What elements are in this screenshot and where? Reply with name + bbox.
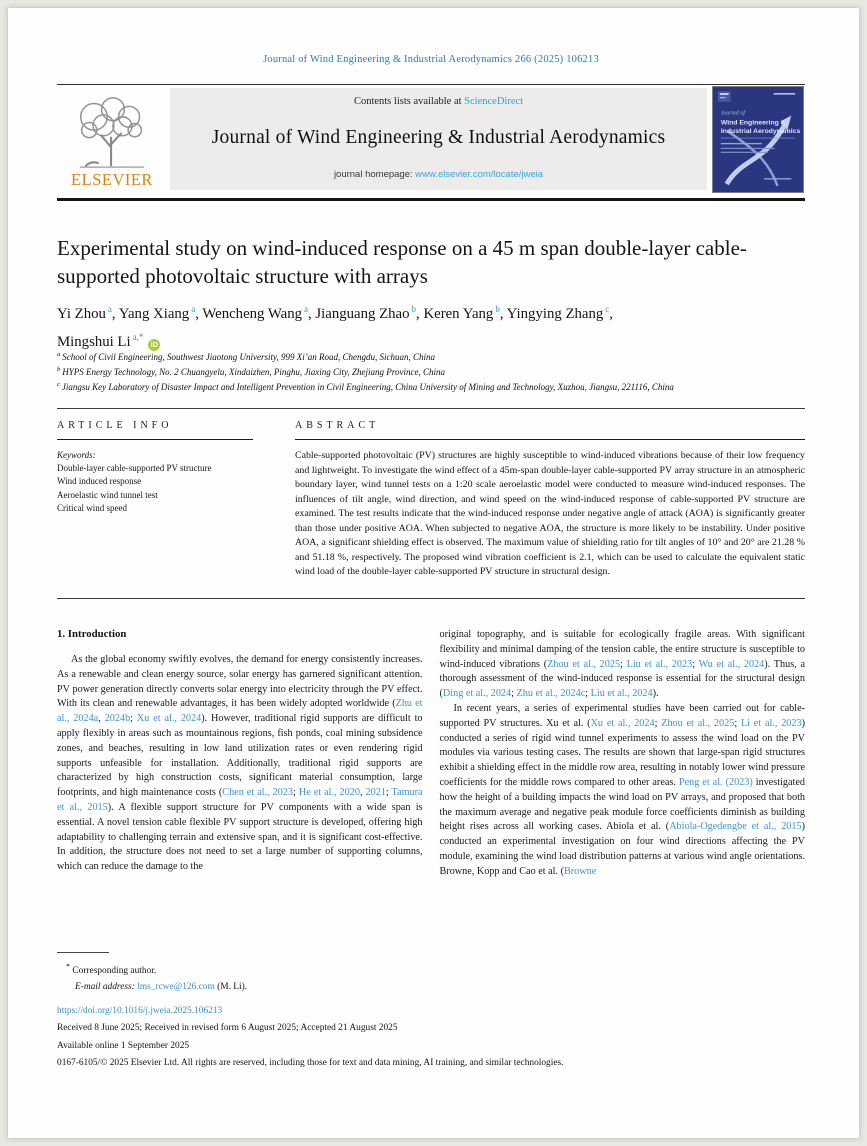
body-column-left [57,628,423,930]
journal-citation-header: Journal of Wind Engineering & Industrial Aerodynamics 266 (2025) 106213 [263,54,599,65]
abstract-heading: ABSTRACT [295,420,380,431]
keyword-item: Wind induced response [57,476,142,487]
received-dates: Received 8 June 2025; Received in revised form 6 August 2025; Accepted 21 August 2025 [57,1023,398,1034]
keywords-label: Keywords: [57,450,96,460]
contents-line [354,96,523,107]
affiliation-a-marker: a [57,351,61,358]
email-link[interactable]: lms_rcwe@126.com [137,981,215,992]
homepage-line [334,169,543,180]
abstract-column [295,420,805,580]
elsevier-logo[interactable] [57,88,167,190]
cover-line3: Industrial Aerodynamics [720,128,801,136]
email-line [57,980,805,996]
journal-cover-art [713,87,803,192]
affiliation-b-marker: b [57,365,61,373]
doi-link[interactable]: https://doi.org/10.1016/j.jweia.2025.106213 [57,1006,223,1016]
article-info-heading: ARTICLE INFO [57,420,173,431]
info-abstract-top-rule [57,408,805,409]
intro-paragraph-left: As the global economy swiftly evolves, the demand for energy consistently increases. As a renewable and clean energy source, solar energy has garnered significant attention. PV power generation directly converts solar energy into electricity through the PV effect. With its clean and renewable advantages, it has been widely adopted worldwide (Zhu et al., 2024a, 2024b; Xu et al., 2024). However, traditional rigid supports are difficult to apply flexibly in areas such as mountainous regions, fish ponds, coal mining subsidence zones, and beaches, resulting in low land utilization rates or even rendering rigid supports unfeasible for installation. Additionally, traditional rigid supports are characterized by high construction costs, significant material consumption, large footprints, and high maintenance costs (Chen et al., 2023; He et al., 2020, 2021; Tamura et al., 2015). A flexible support structure for PV components with a wide span is essential. A novel tension cable flexible PV support structure is developed, offering high adaptability to challenging terrain and extensive span, and it is significant cost-effective. In addition, the structure does not need to set a large number of supporting columns, which can reduce the damage to the [57,654,423,873]
body-column-right [440,628,806,930]
journal-cover-thumbnail[interactable] [712,86,804,193]
available-online: Available online 1 September 2025 [57,1040,190,1051]
homepage-prefix: journal homepage: [333,169,416,180]
corresponding-author-note [57,959,805,980]
affiliation-b-text: HYPS Energy Technology, No. 2 Chuangyelu, Xindaizhen, Pinghu, Jiaxing City, Zhejiang Province, China [62,366,445,377]
article-title: Experimental study on wind-induced response on a 45 m span double-layer cable-supported photovoltaic structure with arrays [57,236,747,288]
intro-paragraph-right-2: In recent years, a series of experimental studies have been carried out for cable-supported PV structures. Xu et al. (Xu et al., 2024; Zhou et al., 2025; Li et al., 2023) conducted a series of rigid wind tunnel experiments to assess the wind load on the PV modules via various testing cases. The results are shown that large-span rigid structures exhibit a shielding effect in the middle row area, resulting in notably lower wind pressure coefficients for the middle rows compared to other areas. Peng et al. (2023) investigated how the height of a building impacts the wind load on PV arrays, and proposed that both the maximum average and negative peak module force coefficients diminish as building height rises across all working cases. Abiola et al. (Abiola-Ogedengbe et al., 2015) conducted an experimental investigation on four wind directions affecting the PV module, examining the wind load distribution patterns at various wind angle orientations. Browne, Kopp and Cao et al. (Browne [439,702,805,877]
author-names: Yi Zhou $^a$, Yang Xiang $^a$, Wencheng Wang $^a$, Jianguang Zhao $^b$, Keren Yang $^b$, Yingying Zhang $^c$, Mingshui Li $^{a,*}$ [57,304,613,350]
article-body [57,628,805,930]
email-suffix: (M. Li). [214,981,248,992]
corresponding-author-text: Corresponding author. [72,966,157,977]
paper-page [8,8,859,1138]
info-abstract-section [57,420,805,580]
footnote-block [57,952,805,995]
abstract-text: Cable-supported photovoltaic (PV) structures are highly susceptible to wind-induced vibrations because of their low frequency and lightweight. To investigate the wind effect of a 45m-span double-layer cable-supported PV array structure in an atmospheric boundary layer, wind tunnel tests on a 1:20 scale aeroelastic model were conducted to measure wind-induced responses. The influences of tilt angle, wind direction, and wind speed on the wind-induced response of cable-supported PV structure are examined. The test results indicate that the wind-induced response under negative angle of attack (AOA) is significantly greater than those under positive AOA. When subjected to negative AOA, the structure is more likely to be instability. Under positive AOA, a significant shielding effect is observed. The maximum value of shielding ratio for tilt angles of 10° and 20° are 21.28 % and 51.18 %, respectively. The proposed wind vibration coefficient is 2.1, which can be used to calculate the equivalent static wind load of the double-layer cable-supported PV structure in structural design. [295,450,805,577]
publication-footer [57,1003,805,1072]
section-heading-introduction: 1. Introduction [57,628,127,640]
header-top-rule [57,84,805,85]
cover-line2: Wind Engineering & [720,119,786,127]
article-info-heading-rule [57,439,253,440]
intro-paragraph-right-1: original topography, and is suitable for ecologically fragile areas. With significant flexibility and minimal damping of the tension cable, the entire structure is susceptible to wind-induced vibrations (Zhou et al., 2025; Liu et al., 2023; Wu et al., 2024). Thus, a thorough assessment of the wind-induced response is essential for the structural design (Ding et al., 2024; Zhu et al., 2024c; Liu et al., 2024). [439,629,805,700]
orcid-icon[interactable]: iD [148,339,160,351]
journal-homepage-link[interactable]: www.elsevier.com/locate/jweia [415,169,544,180]
copyright-line: 0167-6105/© 2025 Elsevier Ltd. All rights are reserved, including those for text and data mining, AI training, and similar technologies. [57,1057,564,1068]
keyword-item: Double-layer cable-supported PV structure [57,463,212,474]
elsevier-wordmark: ELSEVIER [71,170,153,189]
masthead-bottom-rule [57,198,805,201]
sciencedirect-link[interactable]: ScienceDirect [464,96,524,107]
abstract-bottom-rule [57,598,805,599]
affiliation-a [57,349,805,364]
elsevier-tree-icon [64,95,160,169]
footnote-asterisk: * [66,962,70,971]
affiliation-c [57,379,805,394]
affiliations [57,349,805,394]
affiliation-a-text: School of Civil Engineering, Southwest Jiaotong University, 999 Xi’an Road, Chengdu, Sichuan, China [62,352,435,362]
abstract-heading-rule [295,439,805,440]
affiliation-c-marker: c [57,380,60,388]
journal-masthead [57,86,805,194]
footnote-rule [57,952,109,953]
affiliation-c-text: Jiangsu Key Laboratory of Disaster Impact and Intelligent Prevention in Civil Engineering, China University of Mining and Technology, Xuzhou, Jiangsu, 221116, China [61,381,674,392]
journal-banner [170,88,707,190]
cover-line1: Journal of [720,110,746,117]
email-label: E-mail address: [75,981,135,992]
keyword-item: Critical wind speed [57,502,127,513]
author-list [57,298,805,354]
keyword-item: Aeroelastic wind tunnel test [57,489,158,500]
contents-prefix: Contents lists available at [353,96,465,107]
article-info-column [57,420,253,580]
journal-title: Journal of Wind Engineering & Industrial Aerodynamics [211,127,666,148]
affiliation-b [57,364,805,379]
